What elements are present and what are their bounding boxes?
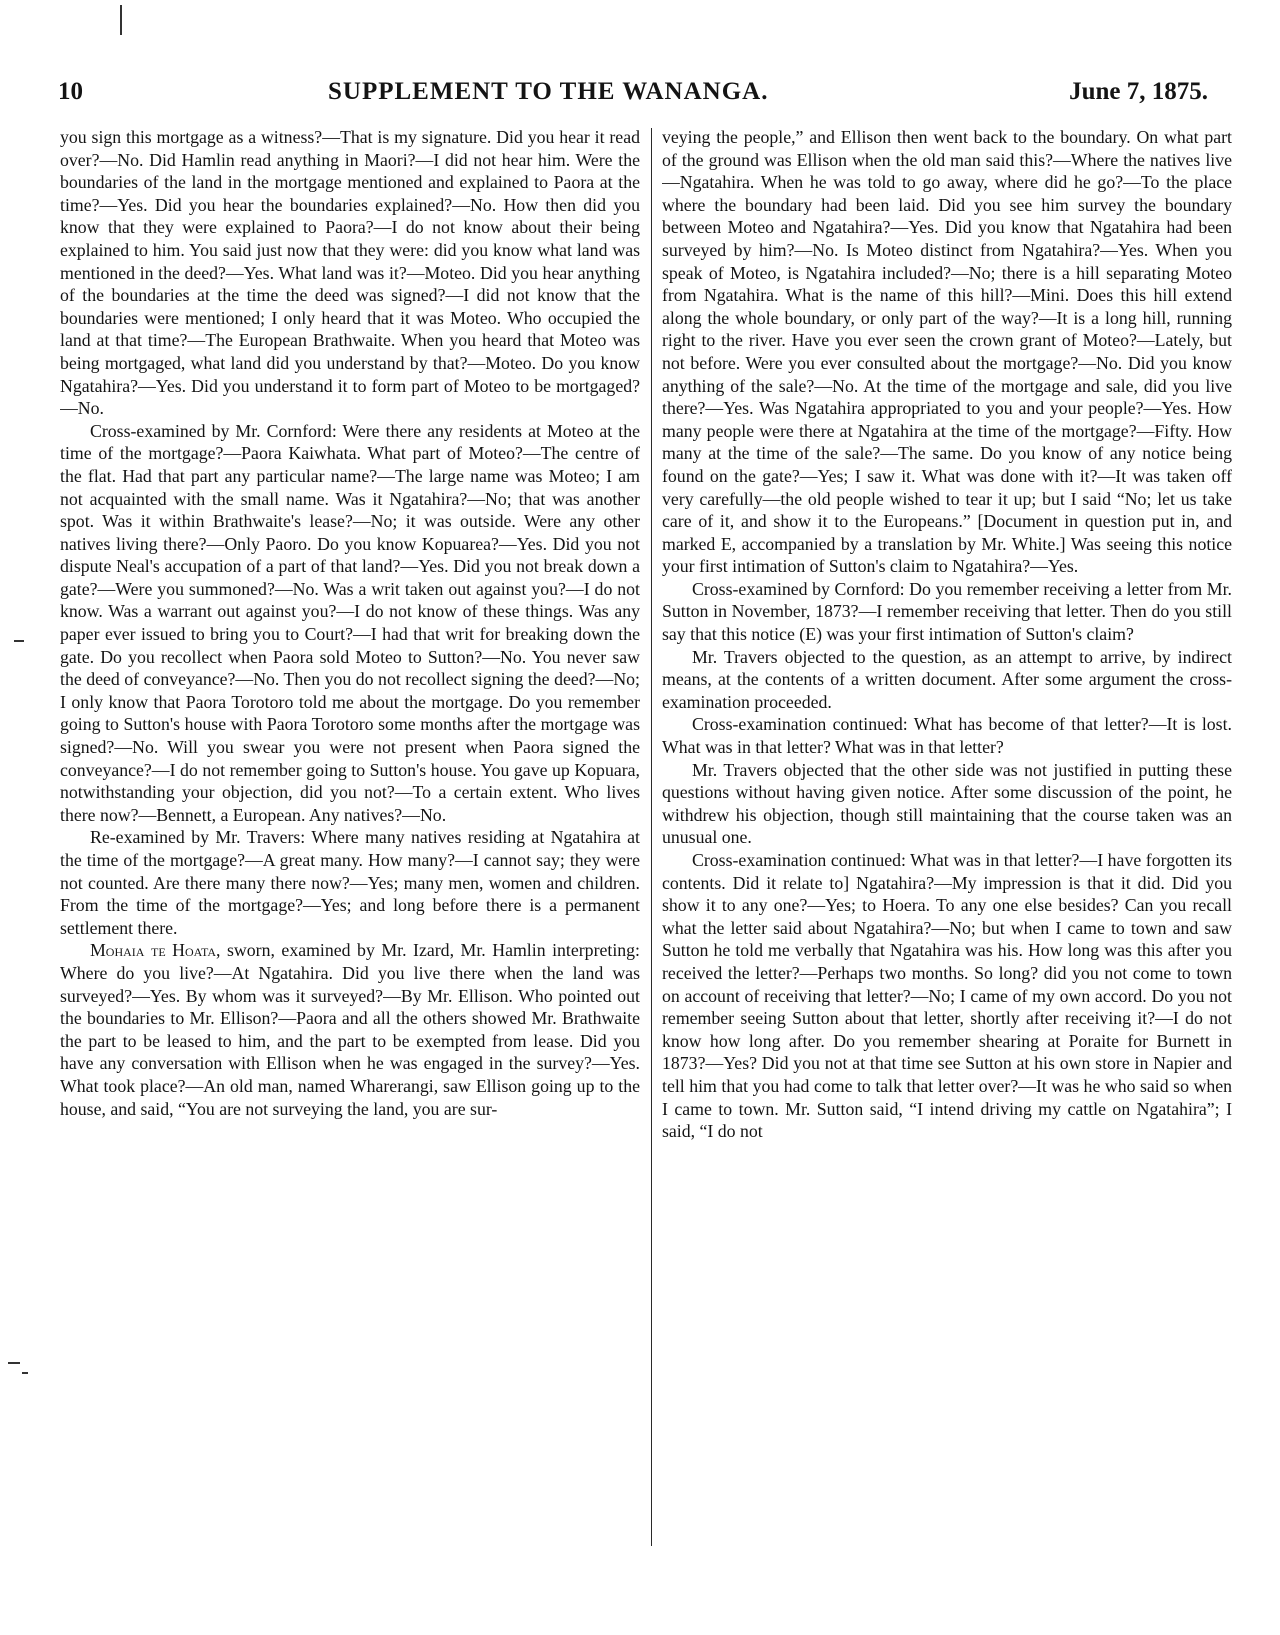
page-header <box>58 78 1208 114</box>
column-divider <box>651 128 652 1546</box>
paragraph-text: sworn, examined by Mr. Izard, Mr. Hamlin interpreting: Where do you live?—At Ngatahira. Did you live there when the land was surveyed?—Yes. By whom was it surveyed?—By Mr. Ellison. Who pointed out the boundaries to Mr. Ellison?—Paora and all the others showed Mr. Brathwaite the part to be leased to him, and the part to be exempted from lease. Did you have any conversation with Ellison when he was engaged in the survey?—Yes. What took place?—An old man, named Wharerangi, saw Ellison going up to the house, and said, “You are not surveying the land, you are sur- <box>60 940 640 1119</box>
paragraph: Cross-examination continued: What has become of that letter?—It is lost. What was in that letter? What was in that letter? <box>662 714 1232 758</box>
paragraph <box>60 939 640 1120</box>
page-number: 10 <box>58 78 83 105</box>
right-column <box>662 126 1232 1556</box>
scan-mark <box>120 5 122 35</box>
scan-mark <box>22 1372 28 1374</box>
paragraph: Re-examined by Mr. Travers: Where many natives residing at Ngatahira at the time of the mortgage?—A great many. How many?—I cannot say; they were not counted. Are there many there now?—Yes; many men, women and children. From the time of the mortgage?—Yes; and long before there is a permanent settlement there. <box>60 827 640 938</box>
paragraph: you sign this mortgage as a witness?—That is my signature. Did you hear it read over?—No. Did Hamlin read anything in Maori?—I did not hear him. Were the boundaries of the land in the mortgage mentioned and explained to Paora at the time?—Yes. Did you hear the boundaries explained?—No. How then did you know that they were explained to Paora?—I do not know about their being explained to him. You said just now that they were: did you know what land was mentioned in the deed?—Yes. What land was it?—Moteo. Did you hear anything of the boundaries at the time the deed was signed?—I did not know that the boundaries were mentioned; I only heard that it was Moteo. Who occupied the land at that time?—The European Brathwaite. When you heard that Moteo was being mortgaged, what land did you understand by that?—Moteo. Do you know Ngatahira?—Yes. Did you understand it to form part of Moteo to be mortgaged?—No. <box>60 127 640 419</box>
paragraph: Mr. Travers objected to the question, as an attempt to arrive, by indirect means, at the contents of a written document. After some argument the cross-examination proceeded. <box>662 646 1232 712</box>
page-title: SUPPLEMENT TO THE WANANGA. <box>328 78 769 105</box>
witness-name: Mohaia te Hoata, <box>90 940 221 961</box>
scan-mark <box>14 640 24 642</box>
paragraph: Cross-examined by Cornford: Do you remember receiving a letter from Mr. Sutton in November, 1873?—I remember receiving that letter. Then do you still say that this notice (E) was your first intimation of Sutton's claim? <box>662 578 1232 645</box>
paragraph: veying the people,” and Ellison then went back to the boundary. On what part of the ground was Ellison when the old man said this?—Where the natives live—Ngatahira. When he was told to go away, where did he go?—To the place where the boundary had been laid. Did you see him survey the boundary between Moteo and Ngatahira?—Yes. Did you know that Ngatahira had been surveyed by him?—No. Is Moteo distinct from Ngatahira?—Yes. When you speak of Moteo, is Ngatahira included?—No; there is a hill separating Moteo from Ngatahira. What is the name of this hill?—Mini. Does this hill extend along the whole boundary, or only part of the way?—It is a long hill, running right to the river. Have you ever seen the crown grant of Moteo?—Lately, but not before. Were you ever consulted about the mortgage?—No. Did you know anything of the sale?—No. At the time of the mortgage and sale, did you live there?—Yes. Was Ngatahira appropriated to you and your people?—Yes. How many people were there at Ngatahira at the time of the mortgage?—Fifty. How many at the time of the sale?—The same. Do you know of any notice being found on the gate?—Yes; I saw it. What was done with it?—It was taken off very carefully—the old people wished to tear it up; but I said “No; let us take care of it, and show it to the Europeans.” [Document in question put in, and marked E, accompanied by a translation by Mr. White.] Was seeing this notice your first intimation of Sutton's claim to Ngatahira?—Yes. <box>662 127 1232 577</box>
paragraph: Cross-examination continued: What was in that letter?—I have forgotten its contents. Did it relate to] Ngatahira?—My impression is that it did. Did you show it to any one?—Yes; to Hoera. To any one else besides? Can you recall what the letter said about Ngatahira?—No; but when I came to town and saw Sutton he told me verbally that Ngatahira was his. How long was this after you received the letter?—Perhaps two months. So long? did you not come to town on account of receiving that letter?—No; I came of my own accord. Do you not remember seeing Sutton about that letter, shortly after receiving it?—I do not know how long after. Do you remember shearing at Poraite for Burnett in 1873?—Yes? Did you not at that time see Sutton at his own store in Napier and tell him that you had come to talk that letter over?—It was he who said so when I came to town. Mr. Sutton said, “I intend driving my cattle on Ngatahira”; I said, “I do not <box>662 850 1232 1142</box>
page-date: June 7, 1875. <box>1069 78 1208 105</box>
left-column <box>60 126 640 1556</box>
paragraph: Mr. Travers objected that the other side was not justified in putting these questions without having given notice. After some discussion of the point, he withdrew his objection, though still maintaining that the course taken was an unusual one. <box>662 759 1232 848</box>
scan-mark <box>8 1362 20 1364</box>
paragraph: Cross-examined by Mr. Cornford: Were there any residents at Moteo at the time of the mortgage?—Paora Kaiwhata. What part of Moteo?—The centre of the flat. Had that part any particular name?—The large name was Moteo; I am not acquainted with the small name. Was it Ngatahira?—No; that was another spot. Was it within Brathwaite's lease?—No; it was outside. Were any other natives living there?—Only Paoro. Do you know Kopuarea?—Yes. Did you not dispute Neal's accupation of a part of that land?—Yes. Did you not break down a gate?—Were you summoned?—No. Was a writ taken out against you?—I do not know. Was a warrant out against you?—I do not know of these things. Was any paper ever issued to bring you to Court?—I had that writ for breaking down the gate. Do you recollect when Paora sold Moteo to Sutton?—No. You never saw the deed of conveyance?—No. Then you do not recollect signing the deed?—No; I only know that Paora Torotoro told me about the mortgage. Do you remember going to Sutton's house with Paora Torotoro some months after the mortgage was signed?—No. Will you swear you were not present when Paora signed the conveyance?—I do not remember going to Sutton's house. You gave up Kopuara, notwithstanding your objection, did you not?—To a certain extent. Who lives there now?—Bennett, a European. Any natives?—No. <box>60 420 640 825</box>
